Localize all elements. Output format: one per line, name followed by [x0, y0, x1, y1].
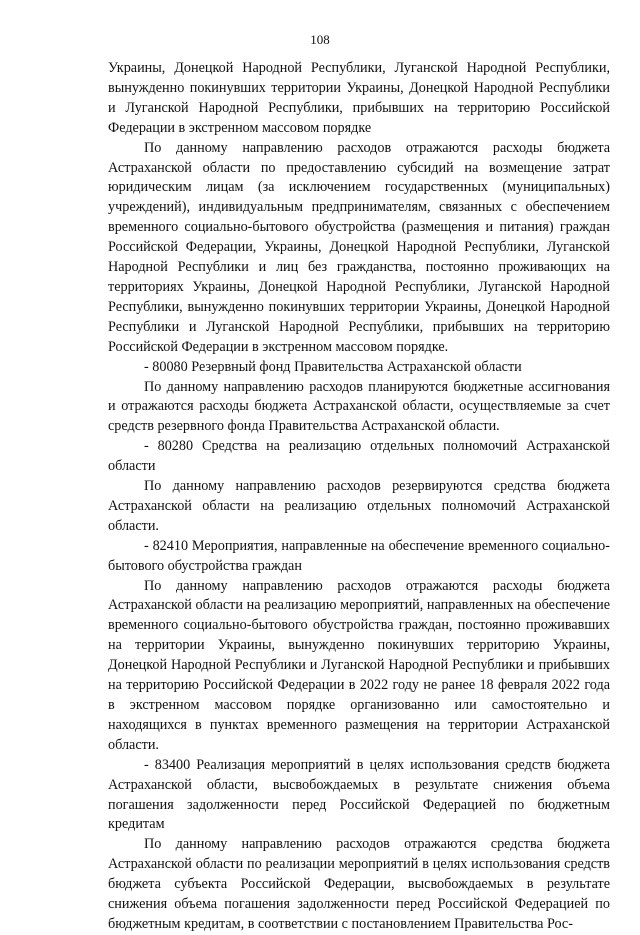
document-body	[108, 59, 610, 935]
paragraph: По данному направлению расходов резервируются средства бюджета Астраханской области на реализацию отдельных полномочий Астраханской области.	[108, 478, 610, 534]
section-heading: - 82410 Мероприятия, направленные на обеспечение временного социально-бытового обустройства граждан	[108, 537, 610, 574]
paragraph: Украины, Донецкой Народной Республики, Луганской Народной Республики, вынужденно покинувших территории Украины, Донецкой Народной Республики и Луганской Народной Республики, прибывших на территорию Российской Федерации в экстренном массовом порядке	[108, 60, 610, 136]
paragraph: По данному направлению расходов отражаются расходы бюджета Астраханской области по предоставлению субсидий на возмещение затрат юридическим лицам (за исключением государственных (муниципальных) учреждений), индивидуальным предпринимателям, связанных с обеспечением временного социально-бытового обустройства (размещения и питания) граждан Российской Федерации, Украины, Донецкой Народной Республики, Луганской Народной Республики и лиц без гражданства, постоянно проживающих на территориях Украины, Донецкой Народной Республики, Луганской Народной Республики, вынужденно покинувших территории Украины, Донецкой Народной Республики и Луганской Народной Республики, прибывших на территорию Российской Федерации в экстренном массовом порядке.	[108, 139, 610, 355]
paragraph: По данному направлению расходов планируются бюджетные ассигнования и отражаются расходы бюджета Астраханской области, осуществляемые за счет средств резервного фонда Правительства Астраханской области.	[108, 378, 610, 435]
section-heading: - 80080 Резервный фонд Правительства Астраханской области	[144, 358, 522, 375]
paragraph: По данному направлению расходов отражаются средства бюджета Астраханской области по реализации мероприятий в целях использования средств бюджета субъекта Российской Федерации, высвобождаемых в результате снижения объема погашения задолженности перед Российской Федерацией по бюджетным кредитам, в соответствии с постановлением Правительства Рос-	[108, 836, 610, 932]
section-heading: - 80280 Средства на реализацию отдельных полномочий Астраханской области	[108, 438, 610, 475]
paragraph: По данному направлению расходов отражаются расходы бюджета Астраханской области на реализацию мероприятий, направленных на обеспечение временного социально-бытового обустройства граждан, постоянно проживавших на территории Украины, вынужденно покинувших территорию Украины, Донецкой Народной Республики и Луганской Народной Республики и прибывших на территорию Российской Федерации в 2022 году не ранее 18 февраля 2022 года в экстренном массовом порядке организованно или самостоятельно и находящихся в пунктах временного размещения на территории Астраханской области.	[108, 577, 610, 753]
page-number: 108	[310, 32, 330, 47]
section-heading: - 83400 Реализация мероприятий в целях использования средств бюджета Астраханской области, высвобождаемых в результате снижения объема погашения задолженности перед Российской Федерацией по бюджетным кредитам	[108, 756, 610, 833]
